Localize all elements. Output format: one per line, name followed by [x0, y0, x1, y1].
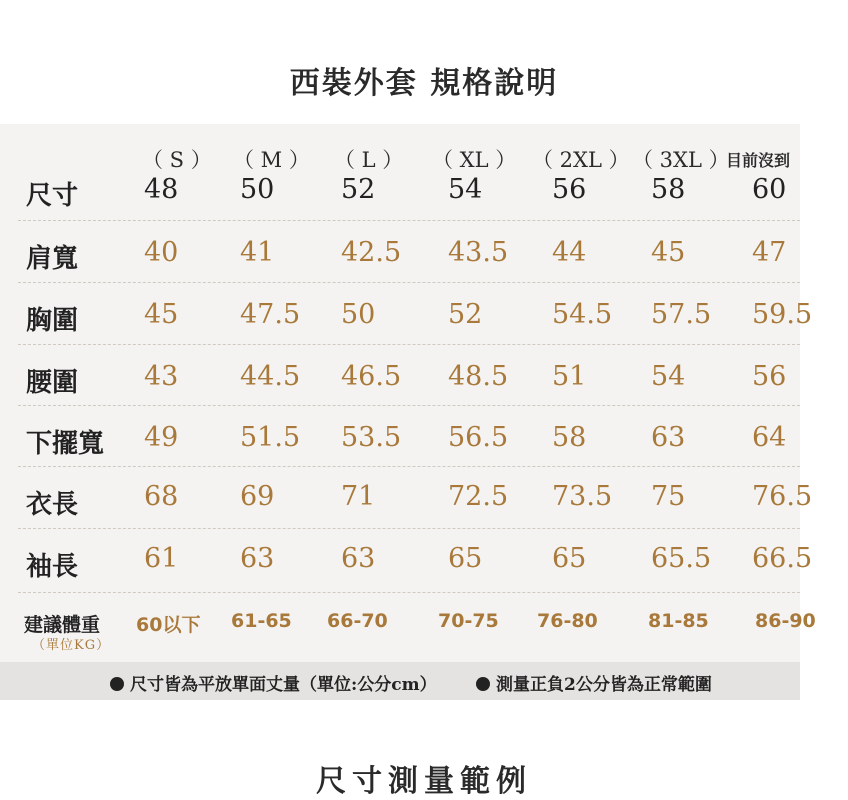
- table-cell: 51: [552, 361, 587, 392]
- table-cell: 44: [552, 237, 587, 268]
- table-cell: 51.5: [240, 422, 301, 453]
- size-header-xl: （ XL ）: [432, 148, 517, 172]
- table-cell: 72.5: [448, 481, 509, 512]
- table-cell: 57.5: [651, 299, 712, 330]
- table-cell: 71: [341, 481, 376, 512]
- table-cell: 68: [144, 481, 179, 512]
- row-divider: [18, 344, 800, 345]
- row-divider: [18, 220, 800, 221]
- row-divider: [18, 282, 800, 283]
- table-cell: 56.5: [448, 422, 509, 453]
- table-cell: 73.5: [552, 481, 613, 512]
- row-divider: [18, 592, 800, 593]
- weight-value: 70-75: [438, 610, 499, 632]
- row-label-waist: 腰圍: [26, 368, 79, 398]
- table-cell: 40: [144, 237, 179, 268]
- weight-value: 76-80: [537, 610, 598, 632]
- table-cell: 65: [552, 543, 587, 574]
- table-cell: 58: [552, 422, 587, 453]
- row-label-sleeve: 袖長: [26, 552, 79, 582]
- table-cell: 54: [651, 361, 686, 392]
- table-cell: 43.5: [448, 237, 509, 268]
- table-cell: 49: [144, 422, 179, 453]
- table-cell: 65.5: [651, 543, 712, 574]
- table-cell: 64: [752, 422, 787, 453]
- table-cell: 47: [752, 237, 787, 268]
- row-label-length: 衣長: [26, 490, 79, 520]
- table-cell: 46.5: [341, 361, 402, 392]
- table-cell: 58: [651, 174, 686, 205]
- row-divider: [18, 466, 800, 467]
- note-text: 尺寸皆為平放單面丈量（單位:公分cm）: [130, 675, 437, 695]
- size-header-2xl: （ 2XL ）: [532, 148, 630, 172]
- size-header-3xl: （ 3XL ）: [632, 148, 730, 172]
- table-cell: 66.5: [752, 543, 813, 574]
- table-cell: 48.5: [448, 361, 509, 392]
- weight-value: 60以下: [136, 614, 201, 636]
- table-cell: 50: [341, 299, 376, 330]
- table-cell: 44.5: [240, 361, 301, 392]
- note-text: 測量正負2公分皆為正常範圍: [496, 675, 712, 695]
- page-title: 西裝外套 規格說明: [289, 66, 559, 101]
- row-label-hem: 下擺寬: [26, 429, 105, 459]
- table-cell: 76.5: [752, 481, 813, 512]
- table-cell: 54: [448, 174, 483, 205]
- table-cell: 63: [651, 422, 686, 453]
- table-cell: 50: [240, 174, 275, 205]
- table-cell: 59.5: [752, 299, 813, 330]
- table-cell: 52: [448, 299, 483, 330]
- section-heading: 尺寸測量範例: [316, 764, 532, 799]
- weight-value: 81-85: [648, 610, 709, 632]
- table-cell: 47.5: [240, 299, 301, 330]
- table-cell: 45: [651, 237, 686, 268]
- row-divider: [18, 405, 800, 406]
- size-header-l: （ L ）: [334, 148, 404, 172]
- table-cell: 54.5: [552, 299, 613, 330]
- bullet-icon: [110, 677, 124, 691]
- table-cell: 75: [651, 481, 686, 512]
- weight-value: 66-70: [327, 610, 388, 632]
- size-header-next: 目前沒到: [726, 151, 791, 170]
- bullet-icon: [476, 677, 490, 691]
- size-header-s: （ S ）: [142, 148, 212, 172]
- table-cell: 41: [240, 237, 275, 268]
- row-divider: [18, 528, 800, 529]
- table-cell: 63: [341, 543, 376, 574]
- weight-unit: （單位KG）: [32, 638, 111, 653]
- weight-value: 61-65: [231, 610, 292, 632]
- table-cell: 45: [144, 299, 179, 330]
- table-cell: 48: [144, 174, 179, 205]
- row-label-shoulder: 肩寬: [26, 244, 79, 274]
- size-header-m: （ M ）: [233, 148, 310, 172]
- table-cell: 69: [240, 481, 275, 512]
- table-cell: 61: [144, 543, 179, 574]
- row-label-size: 尺寸: [26, 181, 79, 211]
- table-cell: 53.5: [341, 422, 402, 453]
- table-cell: 56: [552, 174, 587, 205]
- note-item: [476, 670, 712, 695]
- table-cell: 52: [341, 174, 376, 205]
- table-cell: 43: [144, 361, 179, 392]
- table-cell: 42.5: [341, 237, 402, 268]
- table-cell: 56: [752, 361, 787, 392]
- table-cell: 60: [752, 174, 787, 205]
- table-cell: 63: [240, 543, 275, 574]
- table-cell: 65: [448, 543, 483, 574]
- row-label-chest: 胸圍: [26, 306, 79, 336]
- note-item: [110, 670, 437, 695]
- weight-label: 建議體重: [24, 614, 101, 636]
- weight-value: 86-90: [755, 610, 816, 632]
